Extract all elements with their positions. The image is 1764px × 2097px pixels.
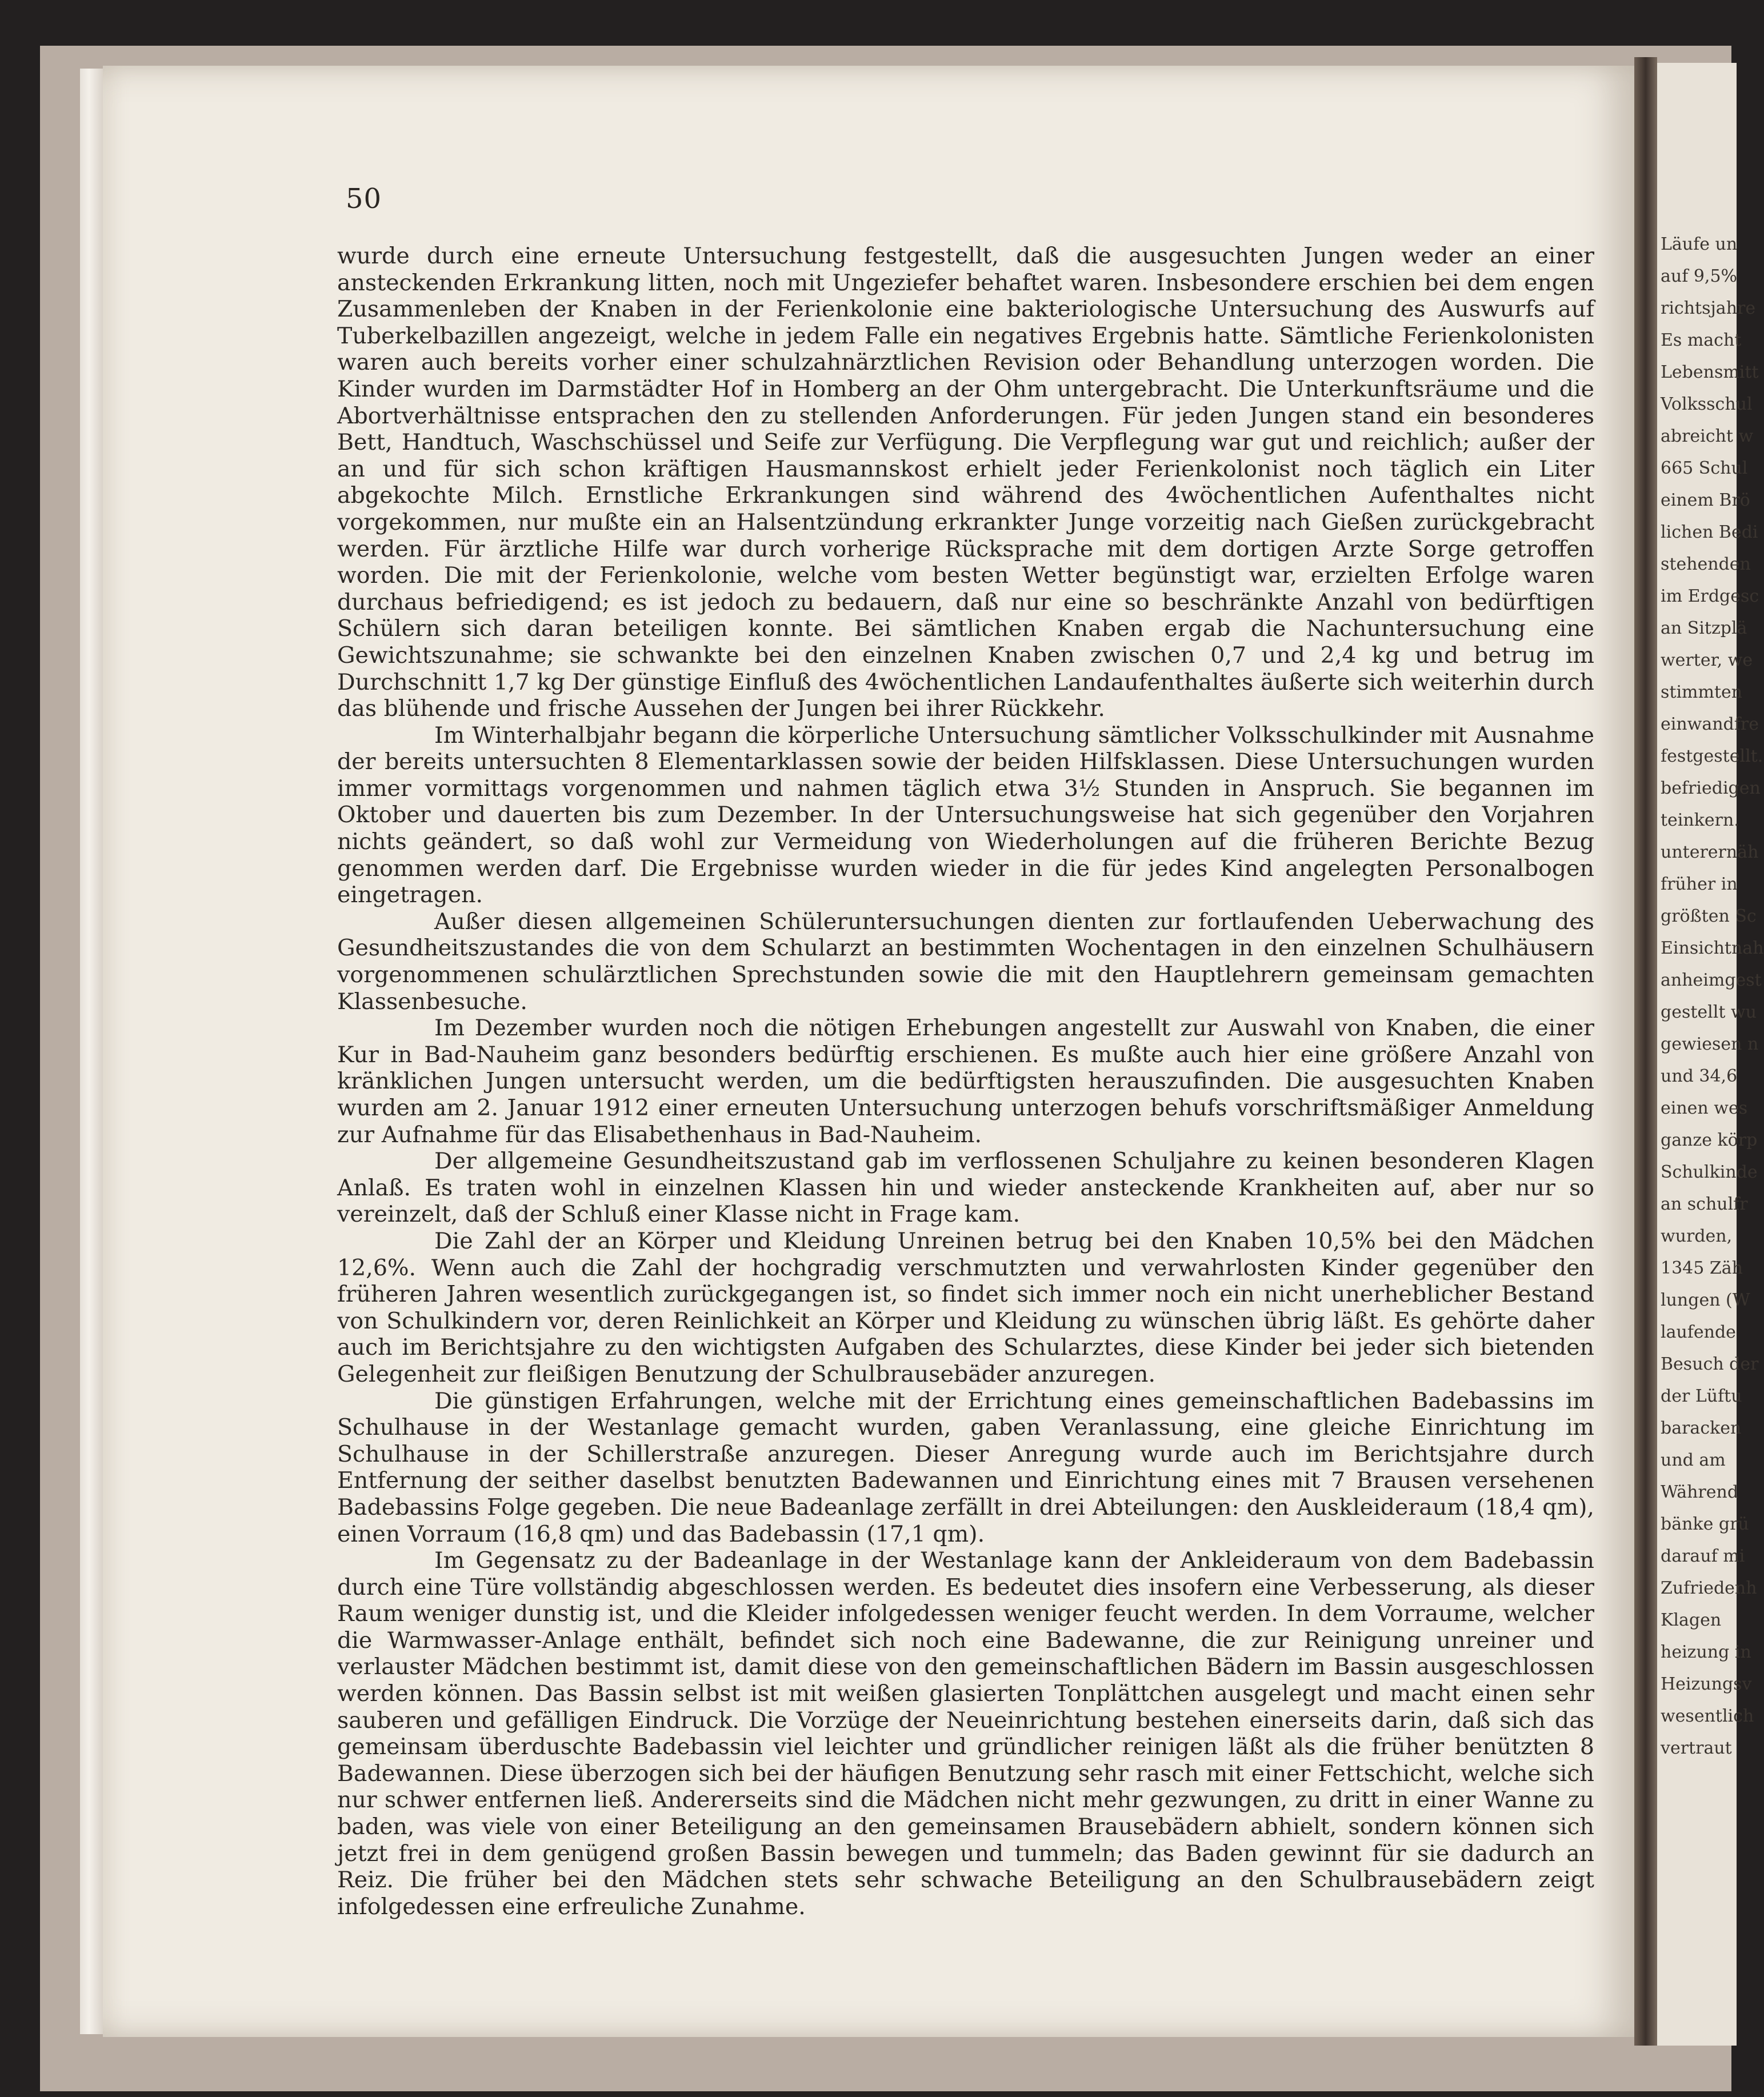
adjacent-line-fragment: laufende xyxy=(1661,1322,1736,1342)
adjacent-line-fragment: unterernäh xyxy=(1661,842,1759,862)
adjacent-line-fragment: einem Brö xyxy=(1661,490,1750,510)
adjacent-line-fragment: der Lüftu xyxy=(1661,1386,1742,1406)
adjacent-line-fragment: lungen (W xyxy=(1661,1290,1750,1310)
adjacent-line-fragment: Zufriedenh xyxy=(1661,1578,1757,1598)
page-number: 50 xyxy=(346,183,382,215)
paragraph: Im Dezember wurden noch die nötigen Erhebungen angestellt zur Auswahl von Knaben, die einer Kur in Bad-Nauheim ganz besonders bedürftig erschienen. Es mußte auch hier eine größere Anzahl von kränklichen Jungen untersucht werden, um die bedürftigsten herauszufinden. Die ausgesuchten Knaben wurden am 2. Januar 1912 einer erneuten Untersuchung unterzogen behufs vorschriftsmäßiger Anmeldung zur Aufnahme für das Elisabethenhaus in Bad-Nauheim. xyxy=(337,1015,1594,1148)
adjacent-line-fragment: Schulkinde xyxy=(1661,1162,1758,1182)
adjacent-line-fragment: früher in xyxy=(1661,874,1738,894)
adjacent-line-fragment: werter, we xyxy=(1661,650,1753,670)
book-gutter xyxy=(1634,57,1657,2046)
adjacent-line-fragment: Läufe un xyxy=(1661,234,1738,254)
adjacent-line-fragment: im Erdgesc xyxy=(1661,586,1759,606)
adjacent-line-fragment: wesentlich xyxy=(1661,1706,1754,1726)
adjacent-line-fragment: Besuch der xyxy=(1661,1354,1759,1374)
adjacent-line-fragment: wurden, xyxy=(1661,1226,1733,1246)
adjacent-line-fragment: und am xyxy=(1661,1450,1726,1470)
adjacent-line-fragment: einwandfre xyxy=(1661,714,1759,734)
adjacent-line-fragment: Es macht xyxy=(1661,330,1742,350)
adjacent-page-text xyxy=(1657,63,1764,1764)
paragraph: Im Gegensatz zu der Badeanlage in der Westanlage kann der Ankleideraum von dem Badebassin durch eine Türe vollständig abgeschlossen werden. Es bedeutet dies insofern eine Verbesserung, als dieser Raum weniger dunstig ist, und die Kleider infolgedessen weniger feucht werden. In dem Vorraume, welcher die Warmwasser-Anlage enthält, befindet sich noch eine Badewanne, die zur Reinigung unreiner und verlauster Mädchen bestimmt ist, damit diese von den gemeinschaftlichen Bädern im Bassin ausgeschlossen werden können. Das Bassin selbst ist mit weißen glasierten Tonplättchen ausgelegt und macht einen sehr sauberen und gefälligen Eindruck. Die Vorzüge der Neueinrichtung bestehen einerseits darin, daß sich das gemeinsam überduschte Badebassin viel leichter und gründlicher reinigen läßt als die früher benützten 8 Badewannen. Diese überzogen sich bei der häufigen Benutzung sehr rasch mit einer Fettschicht, welche sich nur schwer entfernen ließ. Andererseits sind die Mädchen nicht mehr gezwungen, zu dritt in einer Wanne zu baden, was viele von einer Beteiligung an den gemeinsamen Brausebädern abhielt, sondern können sich jetzt frei in dem genügend großen Bassin bewegen und tummeln; das Baden gewinnt für sie dadurch an Reiz. Die früher bei den Mädchen stets sehr schwache Beteiligung an den Schulbrausebädern zeigt infolgedessen eine erfreuliche Zunahme. xyxy=(337,1547,1594,1920)
adjacent-line-fragment: und 34,6 xyxy=(1661,1066,1738,1086)
adjacent-line-fragment: abreicht w xyxy=(1661,426,1754,446)
adjacent-line-fragment: 1345 Zäh xyxy=(1661,1258,1743,1278)
body-text xyxy=(337,243,1594,1920)
adjacent-line-fragment: festgestellt. xyxy=(1661,746,1763,766)
adjacent-line-fragment: stehenden xyxy=(1661,554,1751,574)
adjacent-line-fragment: einen wes xyxy=(1661,1098,1748,1118)
adjacent-line-fragment: vertraut xyxy=(1661,1738,1732,1758)
adjacent-line-fragment: Während xyxy=(1661,1482,1739,1502)
adjacent-line-fragment: anheimgest xyxy=(1661,970,1762,990)
adjacent-line-fragment: Lebensmitt xyxy=(1661,362,1759,382)
adjacent-line-fragment: auf 9,5% xyxy=(1661,266,1738,286)
adjacent-line-fragment: gewiesen n xyxy=(1661,1034,1759,1054)
adjacent-line-fragment: teinkern. xyxy=(1661,810,1739,830)
adjacent-line-fragment: richtsjahre xyxy=(1661,298,1756,318)
adjacent-line-fragment: ganze körp xyxy=(1661,1130,1758,1150)
paragraph: wurde durch eine erneute Untersuchung festgestellt, daß die ausgesuchten Jungen weder an einer ansteckenden Erkrankung litten, noch mit Ungeziefer behaftet waren. Insbesondere erschien bei dem engen Zusammenleben der Knaben in der Ferienkolonie eine bakteriologische Untersuchung des Auswurfs auf Tuberkelbazillen angezeigt, welche in jedem Falle ein negatives Ergebnis hatte. Sämtliche Ferienkolonisten waren auch bereits vorher einer schulzahnärztlichen Revision oder Behandlung unterzogen worden. Die Kinder wurden im Darmstädter Hof in Homberg an der Ohm untergebracht. Die Unterkunftsräume und die Abortverhältnisse entsprachen den zu stellenden Anforderungen. Für jeden Jungen stand ein besonderes Bett, Handtuch, Waschschüssel und Seife zur Verfügung. Die Verpflegung war gut und reichlich; außer der an und für sich schon kräftigen Hausmannskost erhielt jeder Ferienkolonist noch täglich ein Liter abgekochte Milch. Ernstliche Erkrankungen sind während des 4wöchentlichen Aufenthaltes nicht vorgekommen, nur mußte ein an Halsentzündung erkrankter Junge vorzeitig nach Gießen zurückgebracht werden. Für ärztliche Hilfe war durch vorherige Rücksprache mit dem dortigen Arzte Sorge getroffen worden. Die mit der Ferienkolonie, welche vom besten Wetter begünstigt war, erzielten Erfolge waren durchaus befriedigend; es ist jedoch zu bedauern, daß nur eine so beschränkte Anzahl von bedürftigen Schülern sich daran beteiligen konnte. Bei sämtlichen Knaben ergab die Nachuntersuchung eine Gewichtszunahme; sie schwankte bei den einzelnen Knaben zwischen 0,7 und 2,4 kg und betrug im Durchschnitt 1,7 kg Der günstige Einfluß des 4wöchentlichen Landaufenthaltes äußerte sich weiterhin durch das blühende und frische Aussehen der Jungen bei ihrer Rückkehr. xyxy=(337,243,1594,722)
adjacent-line-fragment: an schulfr xyxy=(1661,1194,1748,1214)
adjacent-line-fragment: baracken xyxy=(1661,1418,1742,1438)
adjacent-page xyxy=(1657,63,1764,2046)
adjacent-line-fragment: bänke grü xyxy=(1661,1514,1749,1534)
adjacent-line-fragment: Klagen xyxy=(1661,1610,1722,1630)
adjacent-line-fragment: befriedigen xyxy=(1661,778,1761,798)
adjacent-line-fragment: Volksschul xyxy=(1661,394,1753,414)
adjacent-line-fragment: gestellt wu xyxy=(1661,1002,1757,1022)
adjacent-line-fragment: darauf mi xyxy=(1661,1546,1745,1566)
paragraph: Die günstigen Erfahrungen, welche mit der Errichtung eines gemeinschaftlichen Badebassins im Schulhause in der Westanlage gemacht wurden, gaben Veranlassung, eine gleiche Einrichtung im Schulhause in der Schillerstraße anzuregen. Dieser Anregung wurde auch im Berichtsjahre durch Entfernung der seither daselbst benutzten Badewannen und Einrichtung eines mit 7 Brausen versehenen Badebassins Folge gegeben. Die neue Badeanlage zerfällt in drei Abteilungen: den Auskleideraum (18,4 qm), einen Vorraum (16,8 qm) und das Badebassin (17,1 qm). xyxy=(337,1387,1594,1547)
page-edges xyxy=(80,69,103,2034)
adjacent-line-fragment: größten Sc xyxy=(1661,906,1757,926)
paragraph: Außer diesen allgemeinen Schüleruntersuchungen dienten zur fortlaufenden Ueberwachung des Gesundheitszustandes die von dem Schularzt an bestimmten Wochentagen in den einzelnen Schulhäusern vorgenommenen schulärztlichen Sprechstunden sowie die mit den Hauptlehrern gemeinsam gemachten Klassenbesuche. xyxy=(337,908,1594,1015)
adjacent-line-fragment: 665 Schul xyxy=(1661,458,1748,478)
adjacent-line-fragment: heizung in xyxy=(1661,1642,1751,1662)
paragraph: Der allgemeine Gesundheitszustand gab im verflossenen Schuljahre zu keinen besonderen Klagen Anlaß. Es traten wohl in einzelnen Klassen hin und wieder ansteckende Krankheiten auf, aber nur so vereinzelt, daß der Schluß einer Klasse nicht in Frage kam. xyxy=(337,1148,1594,1228)
paragraph: Im Winterhalbjahr begann die körperliche Untersuchung sämtlicher Volksschulkinder mit Ausnahme der bereits untersuchten 8 Elementarklassen sowie der beiden Hilfsklassen. Diese Untersuchungen wurden immer vormittags vorgenommen und nahmen täglich etwa 3½ Stunden in Anspruch. Sie begannen im Oktober und dauerten bis zum Dezember. In der Untersuchungsweise hat sich gegenüber den Vorjahren nichts geändert, so daß wohl zur Vermeidung von Wiederholungen auf die früheren Berichte Bezug genommen werden darf. Die Ergebnisse wurden wieder in die für jedes Kind angelegten Personalbogen eingetragen. xyxy=(337,722,1594,909)
paragraph: Die Zahl der an Körper und Kleidung Unreinen betrug bei den Knaben 10,5% bei den Mädchen 12,6%. Wenn auch die Zahl der hochgradig verschmutzten und verwahrlosten Kinder gegenüber den früheren Jahren wesentlich zurückgegangen ist, so findet sich immer noch ein nicht unerheblicher Bestand von Schulkindern vor, deren Reinlichkeit an Körper und Kleidung zu wünschen übrig läßt. Es gehörte daher auch im Berichtsjahre zu den wichtigsten Aufgaben des Schularztes, diese Kinder bei jeder sich bietenden Gelegenheit zur fleißigen Benutzung der Schulbrausebäder anzuregen. xyxy=(337,1227,1594,1387)
adjacent-line-fragment: an Sitzplä xyxy=(1661,618,1747,638)
adjacent-line-fragment: lichen Bedi xyxy=(1661,522,1758,542)
adjacent-line-fragment: stimmten xyxy=(1661,682,1743,702)
adjacent-line-fragment: Heizungsv xyxy=(1661,1674,1752,1694)
adjacent-line-fragment: Einsichtnah xyxy=(1661,938,1764,958)
